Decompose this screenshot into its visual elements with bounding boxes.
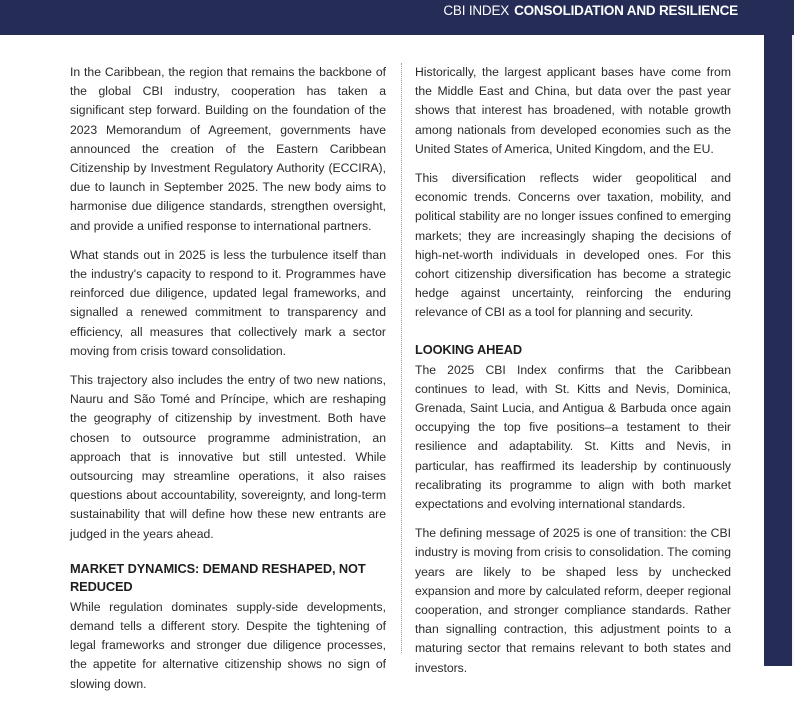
column-divider [401,63,402,653]
body-paragraph: In the Caribbean, the region that remains the backbone of the global CBI industry, cooperation has taken a significant step forward. Building on the foundation of the 2023 Memorandum of Agreement, governments have announced the creation of the Eastern Caribbean Citizenship by Investment Regulatory Authority (ECCIRA), due to launch in September 2025. The new body aims to harmonise due diligence standards, strengthen oversight, and provide a unified response to international partners. [70,65,386,233]
header-chapter-label: CONSOLIDATION AND RESILIENCE [514,3,738,18]
body-paragraph: Historically, the largest applicant bases have come from the Middle East and China, but data over the past year shows that interest has broadened, with notable growth among nationals from developed economies such as the United States of America, United Kingdom, and the EU. [415,65,731,156]
body-paragraph: The defining message of 2025 is one of transition: the CBI industry is moving from crisis to consolidation. The coming years are likely to be shaped less by unchecked expansion and more by calculated reform, deeper regional cooperation, and stronger compliance standards. Rather than signalling contraction, this adjustment points to a maturing sector that remains relevant to both states and investors. [415,526,731,675]
left-text-column [70,63,386,704]
running-header-title [443,2,738,20]
body-paragraph: This trajectory also includes the entry of two new nations, Nauru and São Tomé and Príncipe, which are reshaping the geography of citizenship by investment. Both have chosen to outsource programme administration, an approach that is innovative but still untested. While outsourcing may streamline operations, it also raises questions about accountability, sovereignty, and long-term sustainability that will define how these new entrants are judged in the years ahead. [70,373,386,541]
right-margin-color-strip [764,35,792,666]
page-header-band [0,0,794,35]
header-publication-label: CBI INDEX [443,3,510,18]
body-paragraph: While regulation dominates supply-side developments, demand tells a different story. Despite the tightening of legal frameworks and stronger due diligence processes, the appetite for alternative citizenship shows no sign of slowing down. [70,599,386,691]
section-heading-looking-ahead: LOOKING AHEAD [415,341,522,357]
body-paragraph: What stands out in 2025 is less the turbulence itself than the industry's capacity to respond to it. Programmes have reinforced due diligence, updated legal frameworks, and signalled a renewed commitment to transparency and efficiency, all measures that collectively mark a sector moving from crisis toward consolidation. [70,247,386,358]
section-heading-market-dynamics: MARKET DYNAMICS: DEMAND RESHAPED, NOT REDUCED [70,560,366,594]
right-text-column [415,63,731,688]
body-paragraph: This diversification reflects wider geopolitical and economic trends. Concerns over taxation, mobility, and political stability are no longer issues confined to emerging markets; they are increasingly shaping the decisions of high-net-worth individuals in developed ones. For this cohort citizenship diversification has become a strategic hedge against uncertainty, reinforcing the enduring relevance of CBI as a tool for planning and security. [415,171,731,320]
body-paragraph: The 2025 CBI Index confirms that the Caribbean continues to lead, with St. Kitts and Nevis, Dominica, Grenada, Saint Lucia, and Antigua & Barbuda once again occupying the top five positions–a testament to their resilience and adaptability. St. Kitts and Nevis, in particular, has reaffirmed its leadership by continuously recalibrating its programme to align with both market expectations and evolving international standards. [415,362,731,512]
